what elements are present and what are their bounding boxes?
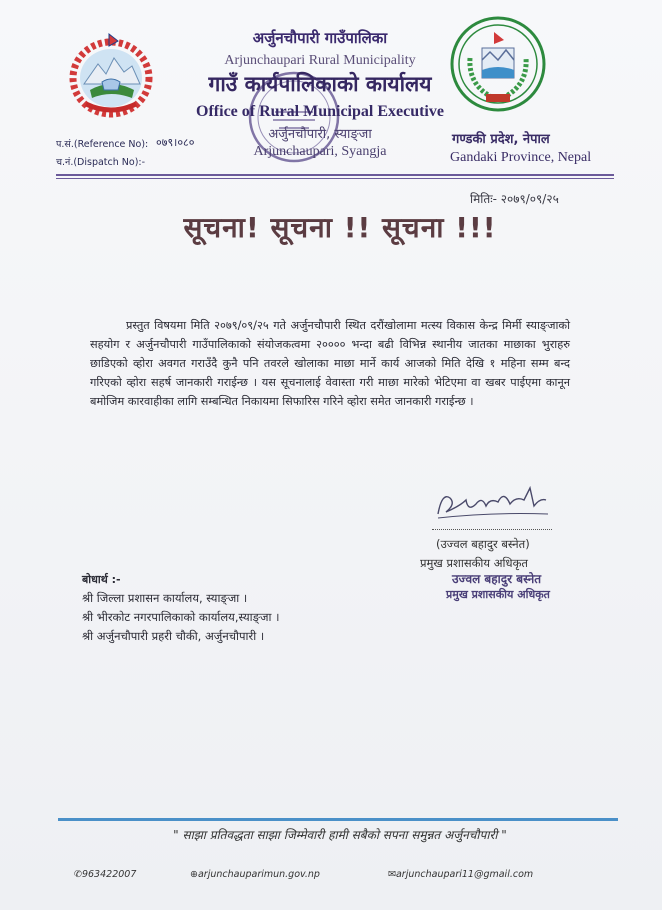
notice-heading: सूचना! सूचना !! सूचना !!!	[183, 211, 497, 244]
municipality-name-nepali: अर्जुनचौपारी गाउँपालिका	[252, 29, 388, 47]
municipality-name-english: Arjunchaupari Rural Municipality	[224, 53, 416, 68]
reference-number: ०७९।०८०	[156, 136, 195, 149]
dispatch-label: च.नं.(Dispatch No):-	[56, 157, 146, 168]
email-contact	[388, 869, 533, 880]
copies-to-title: बोधार्थ :-	[82, 573, 121, 586]
copy-recipient: श्री अर्जुनचौपारी प्रहरी चौकी, अर्जुनचौपारी ।	[82, 629, 265, 643]
stamp-signatory-name: उज्वल बहादुर बस्नेत	[452, 572, 542, 586]
website-contact	[190, 869, 320, 880]
mail-icon: ✉	[388, 869, 396, 880]
province-english: Gandaki Province, Nepal	[450, 150, 592, 165]
notice-date: मितिः- २०७९/०९/२५	[470, 192, 559, 206]
header-divider-bottom	[56, 178, 614, 179]
copy-recipient: श्री भीरकोट नगरपालिकाको कार्यालय,स्याङ्जा ।	[82, 610, 280, 624]
reference-label: प.सं.(Reference No):	[56, 139, 149, 150]
address-english: Arjunchaupari, Syangja	[253, 144, 387, 159]
nepal-emblem-icon	[62, 28, 160, 120]
stamp-signatory-title: प्रमुख प्रशासकीय अधिकृत	[446, 588, 550, 601]
notice-body: प्रस्तुत विषयमा मिति २०७९/०९/२५ गते अर्जुनचौपारी स्थित दरौंखोलामा मत्स्य विकास केन्द्र मिर्मी स्याङ्जाको सहयोग र अर्जुनचौपारी गाउँपालिकाको संयोजकत्वमा २०००० भन्दा बढी विभिन्न स्थानीय जातका माछाका भुराहरु छाडिएको व्होरा अवगत गराउँदै कुनै पनि तवरले खोलाका माछा मार्ने कार्य आजको मिति देखि १ महिना सम्म बन्द गरिएको व्होरा सहर्ष जानकारी गराईन्छ । यस सूचनालाई वेवास्ता गरी माछा मारेको भेटिएमा वा खबर पाईएमा कानून बमोजिम कारवाहीका लागि सम्बन्धित निकायमा सिफारिस गरिने व्होरा समेत जानकारी गराईन्छ ।	[90, 319, 570, 408]
phone-contact	[74, 869, 136, 880]
footer-divider	[58, 818, 618, 821]
phone-icon: ✆	[74, 869, 82, 880]
copy-recipient: श्री जिल्ला प्रशासन कार्यालय, स्याङ्जा ।	[82, 591, 248, 605]
office-name-nepali: गाउँ कार्यपालिकाको कार्यालय	[208, 72, 432, 96]
province-nepali: गण्डकी प्रदेश, नेपाल	[452, 132, 550, 147]
email-link[interactable]: arjunchaupari11@gmail.com	[395, 869, 534, 880]
footer-motto: " साझा प्रतिवद्धता साझा जिम्मेवारी हामी सबैको सपना समुन्नत अर्जुनचौपारी "	[173, 828, 507, 842]
office-name-english: Office of Rural Municipal Executive	[196, 103, 444, 120]
address-nepali: अर्जुनचौपारी, स्याङ्जा	[268, 127, 372, 142]
handwritten-signature	[432, 478, 552, 526]
signature-line	[432, 529, 552, 530]
signatory-title: प्रमुख प्रशासकीय अधिकृत	[420, 556, 528, 570]
header-divider-top	[56, 174, 614, 176]
globe-icon: ⊕	[190, 869, 198, 880]
phone-number: 963422007	[81, 869, 137, 880]
signatory-name: (उज्वल बहादुर बस्नेत)	[436, 537, 530, 551]
website-link[interactable]: arjunchauparimun.gov.np	[197, 869, 320, 880]
